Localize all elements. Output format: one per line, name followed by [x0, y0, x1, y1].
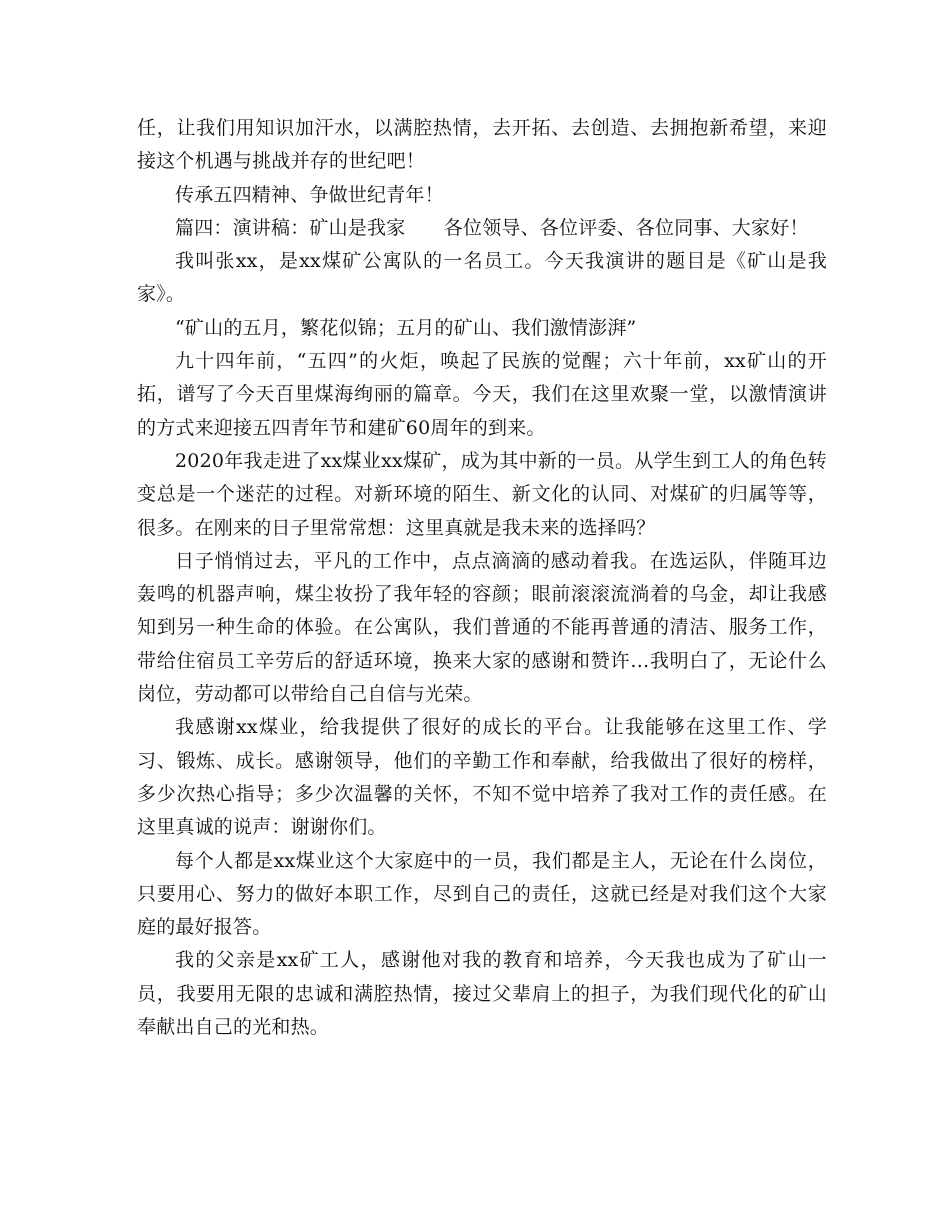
- paragraph-4: 我叫张xx，是xx煤矿公寓队的一名员工。今天我演讲的题目是《矿山是我家》。: [137, 250, 827, 306]
- paragraph-6: 九十四年前，“五四”的火炬，唤起了民族的觉醒；六十年前，xx矿山的开拓，谱写了今天百里煤海绚丽的篇章。今天，我们在这里欢聚一堂，以激情演讲的方式来迎接五四青年节和建矿60周年的到来。: [137, 350, 827, 439]
- paragraph-5: “矿山的五月，繁花似锦；五月的矿山、我们激情澎湃”: [175, 316, 637, 339]
- paragraph-9: 我感谢xx煤业，给我提供了很好的成长的平台。让我能够在这里工作、学习、锻炼、成长。感谢领导，他们的辛勤工作和奉献，给我做出了很好的榜样，多少次热心指导；多少次温馨的关怀，不知不觉中培养了我对工作的责任感。在这里真诚的说声：谢谢你们。: [137, 716, 827, 839]
- paragraph-1: 任，让我们用知识加汗水，以满腔热情，去开拓、去创造、去拥抱新希望，来迎接这个机遇与挑战并存的世纪吧！: [137, 117, 827, 173]
- paragraph-8: 日子悄悄过去，平凡的工作中，点点滴滴的感动着我。在选运队，伴随耳边轰鸣的机器声响，煤尘妆扮了我年轻的容颜；眼前滚滚流淌着的乌金，却让我感知到另一种生命的体验。在公寓队，我们普通的不能再普通的清洁、服务工作，带给住宿员工辛劳后的舒适环境，换来大家的感谢和赞许…我明白了，无论什么岗位，劳动都可以带给自己自信与光荣。: [137, 549, 827, 706]
- paragraph-10: 每个人都是xx煤业这个大家庭中的一员，我们都是主人，无论在什么岗位，只要用心、努力的做好本职工作，尽到自己的责任，这就已经是对我们这个大家庭的最好报答。: [137, 849, 827, 939]
- paragraph-2: 传承五四精神、争做世纪青年！: [175, 183, 444, 206]
- paragraph-7: 2020年我走进了xx煤业xx煤矿，成为其中新的一员。从学生到工人的角色转变总是一个迷茫的过程。对新环境的陌生、新文化的认同、对煤矿的归属等等，很多。在刚来的日子里常常想：这里真就是我未来的选择吗？: [137, 449, 827, 539]
- paragraph-3: 篇四：演讲稿：矿山是我家 各位领导、各位评委、各位同事、大家好！: [175, 216, 809, 239]
- paragraph-11: 我的父亲是xx矿工人，感谢他对我的教育和培养，今天我也成为了矿山一员，我要用无限的忠诚和满腔热情，接过父辈肩上的担子，为我们现代化的矿山奉献出自己的光和热。: [137, 949, 827, 1039]
- document-body: [137, 112, 827, 1044]
